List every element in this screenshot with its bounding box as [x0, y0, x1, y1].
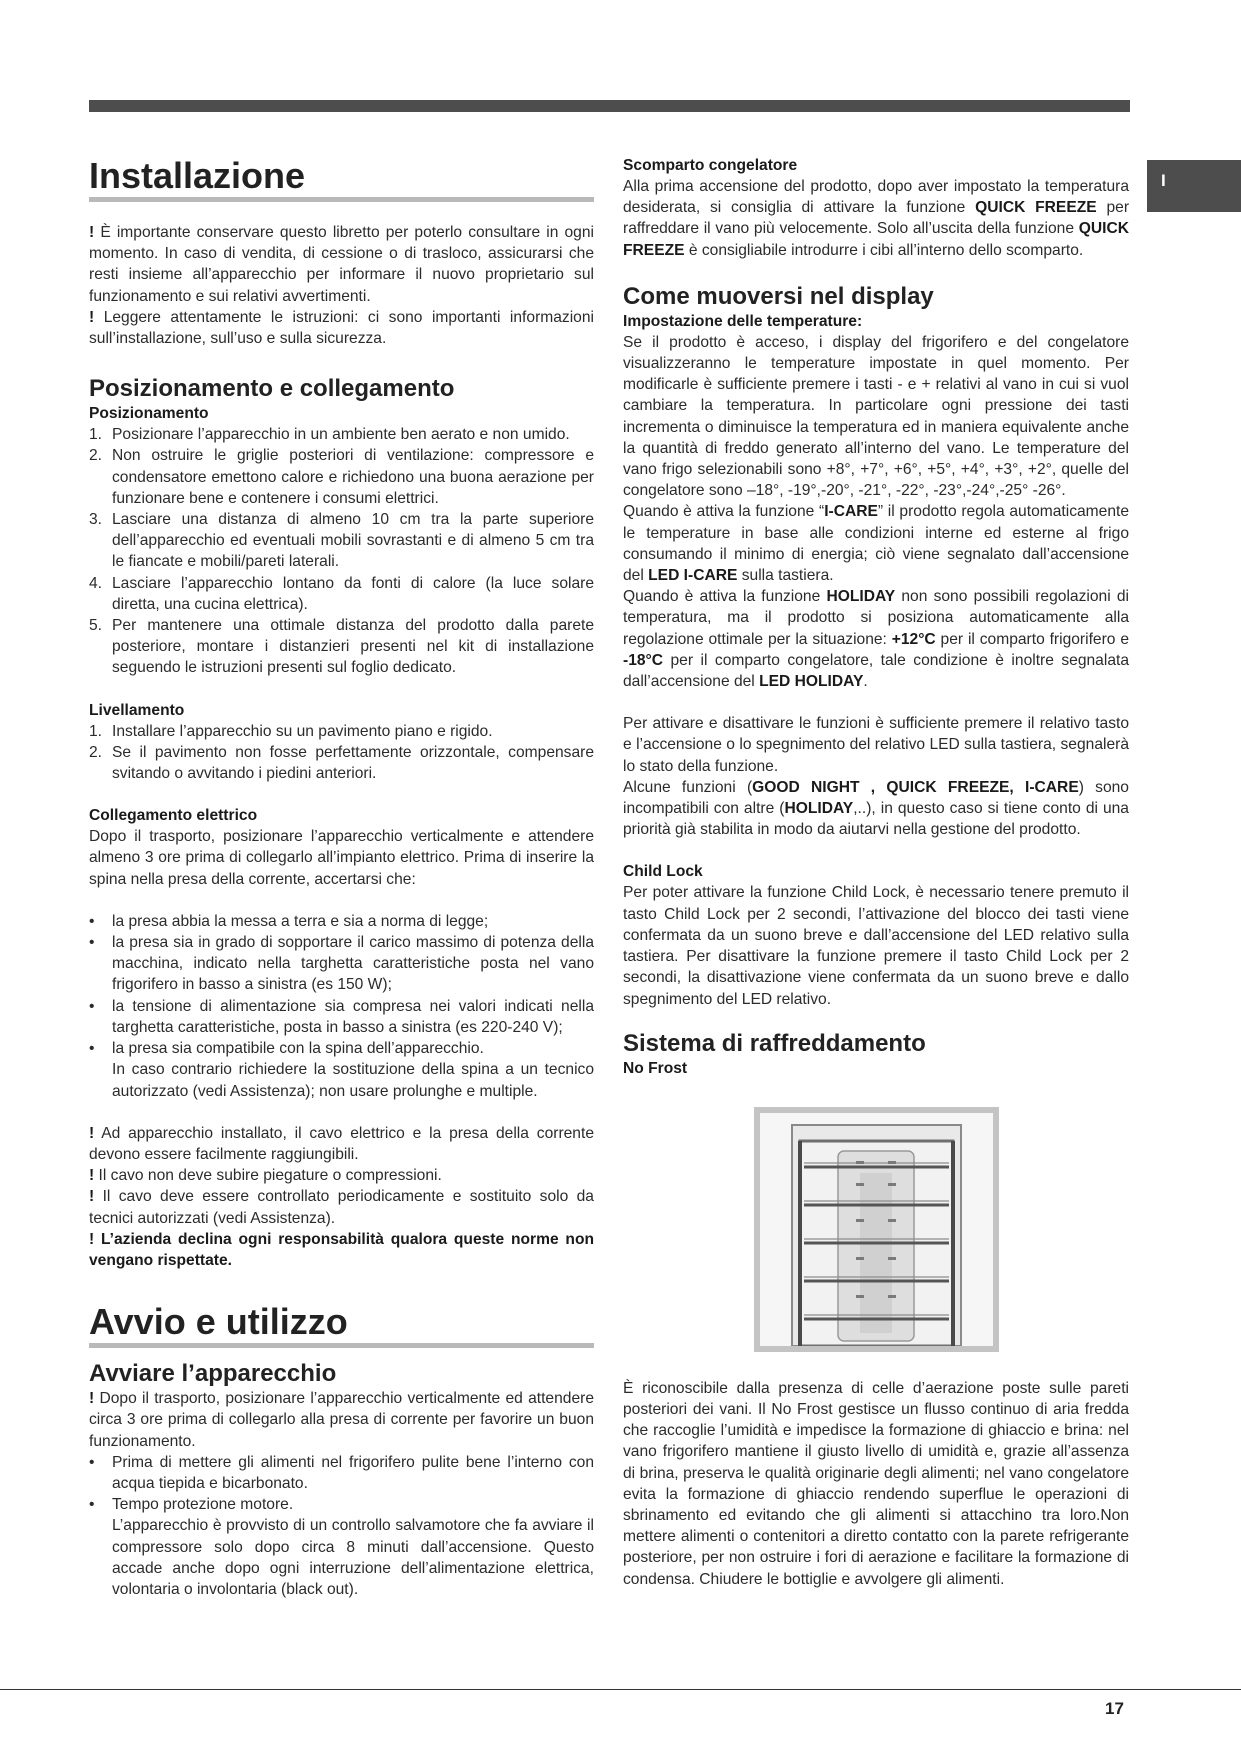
list-item-text: Lasciare una distanza di almeno 10 cm tra la parte superiore dell’apparecchio ed eventuali mobili sovrastanti e di almeno 5 cm tra le fiancate e mobili/pareti laterali.: [112, 511, 594, 571]
list-item: [89, 573, 594, 615]
text-run: Quando è attiva la funzione “: [623, 503, 825, 521]
text-run: .: [863, 673, 868, 691]
list-item-text: Installare l’apparecchio su un pavimento piano e rigido.: [112, 722, 493, 740]
text-run: ” il prodotto regola automaticamente le temperature in base alle condizioni interne ed esterne al frigo consumando il minimo di energia; ciò viene segnalato dall’accensione del: [623, 503, 1130, 585]
page-number: 17: [1105, 1699, 1124, 1718]
list-item: [89, 721, 594, 742]
collegamento-subtitle: Collegamento elettrico: [89, 807, 258, 825]
led-holiday-label: LED HOLIDAY: [759, 673, 864, 691]
list-item: [89, 911, 594, 932]
list-item-text: la presa sia compatibile con la spina dell’apparecchio.: [112, 1040, 484, 1058]
list-item: [89, 445, 594, 509]
left-column: [89, 155, 594, 1600]
text-run: Alla prima accensione del prodotto, dopo aver impostato la temperatura desiderata, si consiglia di attivare la funzione: [623, 178, 1129, 217]
functions-list-label: GOOD NIGHT , QUICK FREEZE, I-CARE: [752, 778, 1079, 796]
list-item: [89, 932, 594, 996]
list-item-text: la presa abbia la messa a terra e sia a norma di legge;: [112, 912, 489, 930]
collegamento-checklist: [89, 911, 594, 1102]
installazione-intro: [89, 222, 594, 307]
warning-mark: !: [89, 308, 95, 326]
temperature-text: Se il prodotto è acceso, i display del frigorifero e del congelatore visualizzeranno le temperature impostate in quel momento. Per modificarle è sufficiente premere i tasti - e + relativi al vano in cui si vuol cambiare la temperatura. In particolare ogni pressione dei tasti incrementa o diminuisce la temperatura ed in maniera equivalente anche la quantità di freddo generato all’interno del vano. Le temperature del vano frigo selezionabili sono +8°, +7°, +6°, +5°, +4°, +3°, +2°, quelle del congelatore sono –18°, -19°,-20°, -21°, -22°, -23°,-24°,-25° -26°.: [623, 333, 1129, 500]
posizionamento-subtitle: Posizionamento: [89, 405, 209, 423]
list-item-text: la tensione di alimentazione sia compresa nei valori indicati nella targhetta caratteristiche, posta in basso a sinistra (es 220-240 V);: [112, 997, 594, 1036]
icare-text: [623, 501, 1129, 586]
quick-freeze-label: QUICK FREEZE: [975, 199, 1097, 217]
list-item: [89, 742, 594, 784]
list-item-extra: ); non usare prolunghe e multiple.: [305, 1082, 538, 1100]
posizionamento-list: [89, 424, 594, 678]
avvio-intro-text: Dopo il trasporto, posizionare l’apparecchio verticalmente ed attendere circa 3 ore prima di collegarlo alla presa di corrente per favorire un buon funzionamento.: [89, 1390, 594, 1450]
functions-compat-text: [623, 777, 1129, 841]
avvio-list: [89, 1452, 594, 1600]
warning-no-bend: [89, 1165, 594, 1186]
list-item-extra: L’apparecchio è provvisto di un controllo salvamotore che fa avviare il compressore solo dopo circa 8 minuti dall’accensione. Questo accade anche dopo ogni interruzione dell’alimentazione elettrica, volontaria o involontaria (black out).: [112, 1517, 594, 1598]
bullet: •: [89, 1496, 95, 1514]
liability-disclaimer: ! L’azienda declina ogni responsabilità qualora queste norme non vengano rispettate.: [89, 1230, 594, 1269]
list-item-text: Per mantenere una ottimale distanza del prodotto dalla parete posteriore, montare i distanzieri presenti nel kit di installazione seguendo le istruzioni presenti sul foglio dedicato.: [112, 617, 594, 677]
warning-mark: !: [89, 1167, 95, 1185]
quick-freeze-label: QUICK FREEZE: [623, 220, 1129, 259]
fridge-interior-drawing: [760, 1113, 993, 1346]
bullet: •: [89, 997, 95, 1015]
holiday-text: [623, 586, 1129, 692]
list-item: [89, 424, 594, 445]
holiday-label: HOLIDAY: [784, 800, 854, 818]
avvio-title: Avvio e utilizzo: [89, 1301, 594, 1348]
warning-mark: !: [89, 1188, 95, 1206]
list-number: 5.: [89, 617, 103, 635]
warning-mark: !: [89, 1124, 95, 1142]
nofrost-text: È riconoscibile dalla presenza di celle d’aerazione poste sulle pareti posteriori dei vani. Il No Frost gestisce un flusso continuo di aria fredda che raccoglie l’umidità e impedisce la formazione di ghiaccio e brina: nel vano frigorifero mantiene il giusto livello di umidità e, grazie all’assenza di brina, preserva le qualità originarie degli alimenti; nel vano congelatore evita la formazione di ghiaccio rendendo superflue le operazioni di sbrinamento ed evitando che gli alimenti si attacchino tra loro.Non mettere alimenti o contenitori a diretto contatto con la parete refrigerante posteriore, per non ostruire i fori di aerazione e facilitare la formazione di condensa. Chiudere le bottiglie e avvolgere gli alimenti.: [623, 1379, 1129, 1588]
list-item-text: Prima di mettere gli alimenti nel frigorifero pulite bene l’interno con acqua tiepida e bicarbonato.: [112, 1453, 594, 1492]
assistenza-reference: vedi Assistenza: [197, 1082, 306, 1100]
nofrost-illustration: [754, 1107, 999, 1352]
warning-text: Il cavo deve essere controllato periodicamente e sostituito solo da tecnici autorizzati (vedi Assistenza).: [89, 1188, 594, 1227]
footer-rule: [0, 1689, 1241, 1690]
list-item-text: la presa sia in grado di sopportare il carico massimo di potenza della macchina, indicato nella targhetta caratteristiche posta nel vano frigorifero in basso a sinistra (es 150 W);: [112, 934, 594, 994]
list-number: 1.: [89, 722, 103, 740]
display-title: Come muoversi nel display: [623, 282, 934, 310]
icare-label: I-CARE: [824, 503, 878, 521]
posizionamento-title: Posizionamento e collegamento: [89, 375, 455, 403]
right-column: [623, 155, 1129, 1590]
list-number: 1.: [89, 426, 103, 444]
functions-toggle-text: Per attivare e disattivare le funzioni è sufficiente premere il relativo tasto e l’accensione o lo spegnimento del relativo LED sulla tastiera, segnalerà lo stato della funzione.: [623, 715, 1129, 775]
list-item: [89, 1038, 594, 1102]
text-run: per il comparto frigorifero e: [935, 630, 1129, 648]
installazione-read-note: [89, 307, 594, 349]
list-item-text: Se il pavimento non fosse perfettamente orizzontale, compensare svitando o avvitando i piedini anteriori.: [112, 743, 594, 783]
bullet: •: [89, 934, 95, 952]
list-item-text: Tempo protezione motore.: [112, 1496, 294, 1514]
list-item-text: Non ostruire le griglie posteriori di ventilazione: compressore e condensatore emettono calore e richiedono una buona aerazione per funzionare bene e contenere i consumi elettrici.: [112, 447, 594, 507]
raffreddamento-title: Sistema di raffreddamento: [623, 1029, 926, 1057]
top-header-rule: [89, 100, 1130, 112]
temperature-subtitle: Impostazione delle temperature:: [623, 312, 863, 330]
avvio-intro: [89, 1388, 594, 1452]
text-run: è consigliabile introdurre i cibi all’interno dello scomparto.: [684, 241, 1084, 259]
childlock-subtitle: Child Lock: [623, 863, 703, 881]
language-tab: [1147, 160, 1241, 212]
text-run: ) sono incompatibili con altre (: [623, 778, 1129, 818]
warning-mark: !: [89, 224, 95, 241]
livellamento-subtitle: Livellamento: [89, 701, 185, 719]
fridge-temp-value: +12°C: [891, 630, 936, 648]
text-run: Quando è attiva la funzione: [623, 588, 827, 606]
list-item: [89, 996, 594, 1038]
installazione-intro-text: È importante conservare questo libretto per poterlo consultare in ogni momento. In caso di vendita, di cessione o di trasloco, assicurarsi che resti insieme all’apparecchio per informare il nuovo proprietario sul funzionamento e sui relativi avvertimenti.: [89, 224, 594, 305]
list-number: 2.: [89, 447, 103, 465]
list-item-extra: In caso contrario richiedere la sostituzione della spina a un tecnico autorizzato (: [112, 1061, 594, 1100]
warning-check-cable: [89, 1186, 594, 1228]
warning-accessible: [89, 1123, 594, 1165]
text-run: Alcune funzioni (: [623, 778, 753, 796]
text-run: non sono possibili regolazioni di temperatura, ma il prodotto si posiziona automaticamente alla regolazione ottimale per la situazione:: [623, 588, 1129, 648]
livellamento-list: [89, 721, 594, 785]
text-run: sulla tastiera.: [737, 567, 834, 585]
collegamento-intro: Dopo il trasporto, posizionare l’apparecchio verticalmente e attendere almeno 3 ore prima di collegarlo all’impianto elettrico. Prima di inserire la spina nella presa della corrente, accertarsi che:: [89, 828, 594, 888]
avviare-subtitle: Avviare l’apparecchio: [89, 1360, 337, 1388]
text-run: per il comparto congelatore, tale condizione è inoltre segnalata dall’accensione del: [623, 651, 1129, 691]
warning-text: Ad apparecchio installato, il cavo elettrico e la presa della corrente devono essere facilmente raggiungibili.: [89, 1124, 594, 1163]
childlock-text: Per poter attivare la funzione Child Lock, è necessario tenere premuto il tasto Child Lock per 2 secondi, l’attivazione del blocco dei tasti viene confermata da un suono breve e dall’accensione del LED relativo sulla tastiera. Per disattivare la funzione premere il tasto Child Lock per 2 secondi, la disattivazione viene confermata da un suono breve e dallo spegnimento del LED relativo.: [623, 884, 1129, 1008]
warning-text: Il cavo non deve subire piegature o compressioni.: [94, 1167, 442, 1185]
list-item-text: Posizionare l’apparecchio in un ambiente ben aerato e non umido.: [112, 426, 570, 444]
installazione-read-note-text: Leggere attentamente le istruzioni: ci sono importanti informazioni sull’installazione, sull’uso e sulla sicurezza.: [89, 308, 594, 348]
text-run: per raffreddare il vano più velocemente. Solo all’uscita della funzione: [623, 199, 1130, 238]
list-item: [89, 1494, 594, 1600]
bullet: •: [89, 1453, 95, 1471]
warning-mark: !: [89, 1390, 95, 1408]
list-item: [89, 1452, 594, 1494]
led-icare-label: LED I-CARE: [648, 567, 738, 585]
language-tab-label: I: [1161, 171, 1166, 190]
bullet: •: [89, 1040, 95, 1058]
freezer-temp-value: -18°C: [623, 651, 664, 669]
bullet: •: [89, 912, 95, 930]
congelatore-text: [623, 176, 1129, 261]
list-number: 4.: [89, 574, 103, 592]
list-item-text: Lasciare l’apparecchio lontano da fonti di calore (la luce solare diretta, una cucina elettrica).: [112, 574, 594, 613]
list-item: [89, 615, 594, 679]
nofrost-subtitle: No Frost: [623, 1059, 688, 1077]
list-number: 2.: [89, 743, 103, 761]
congelatore-subtitle: Scomparto congelatore: [623, 157, 798, 174]
text-run: ,..), in questo caso si tiene conto di una priorità già stabilita in modo da aiutarvi nella gestione del prodotto.: [623, 800, 1129, 839]
list-number: 3.: [89, 511, 103, 529]
holiday-label: HOLIDAY: [826, 588, 896, 606]
installazione-title: Installazione: [89, 155, 594, 202]
list-item: [89, 509, 594, 573]
